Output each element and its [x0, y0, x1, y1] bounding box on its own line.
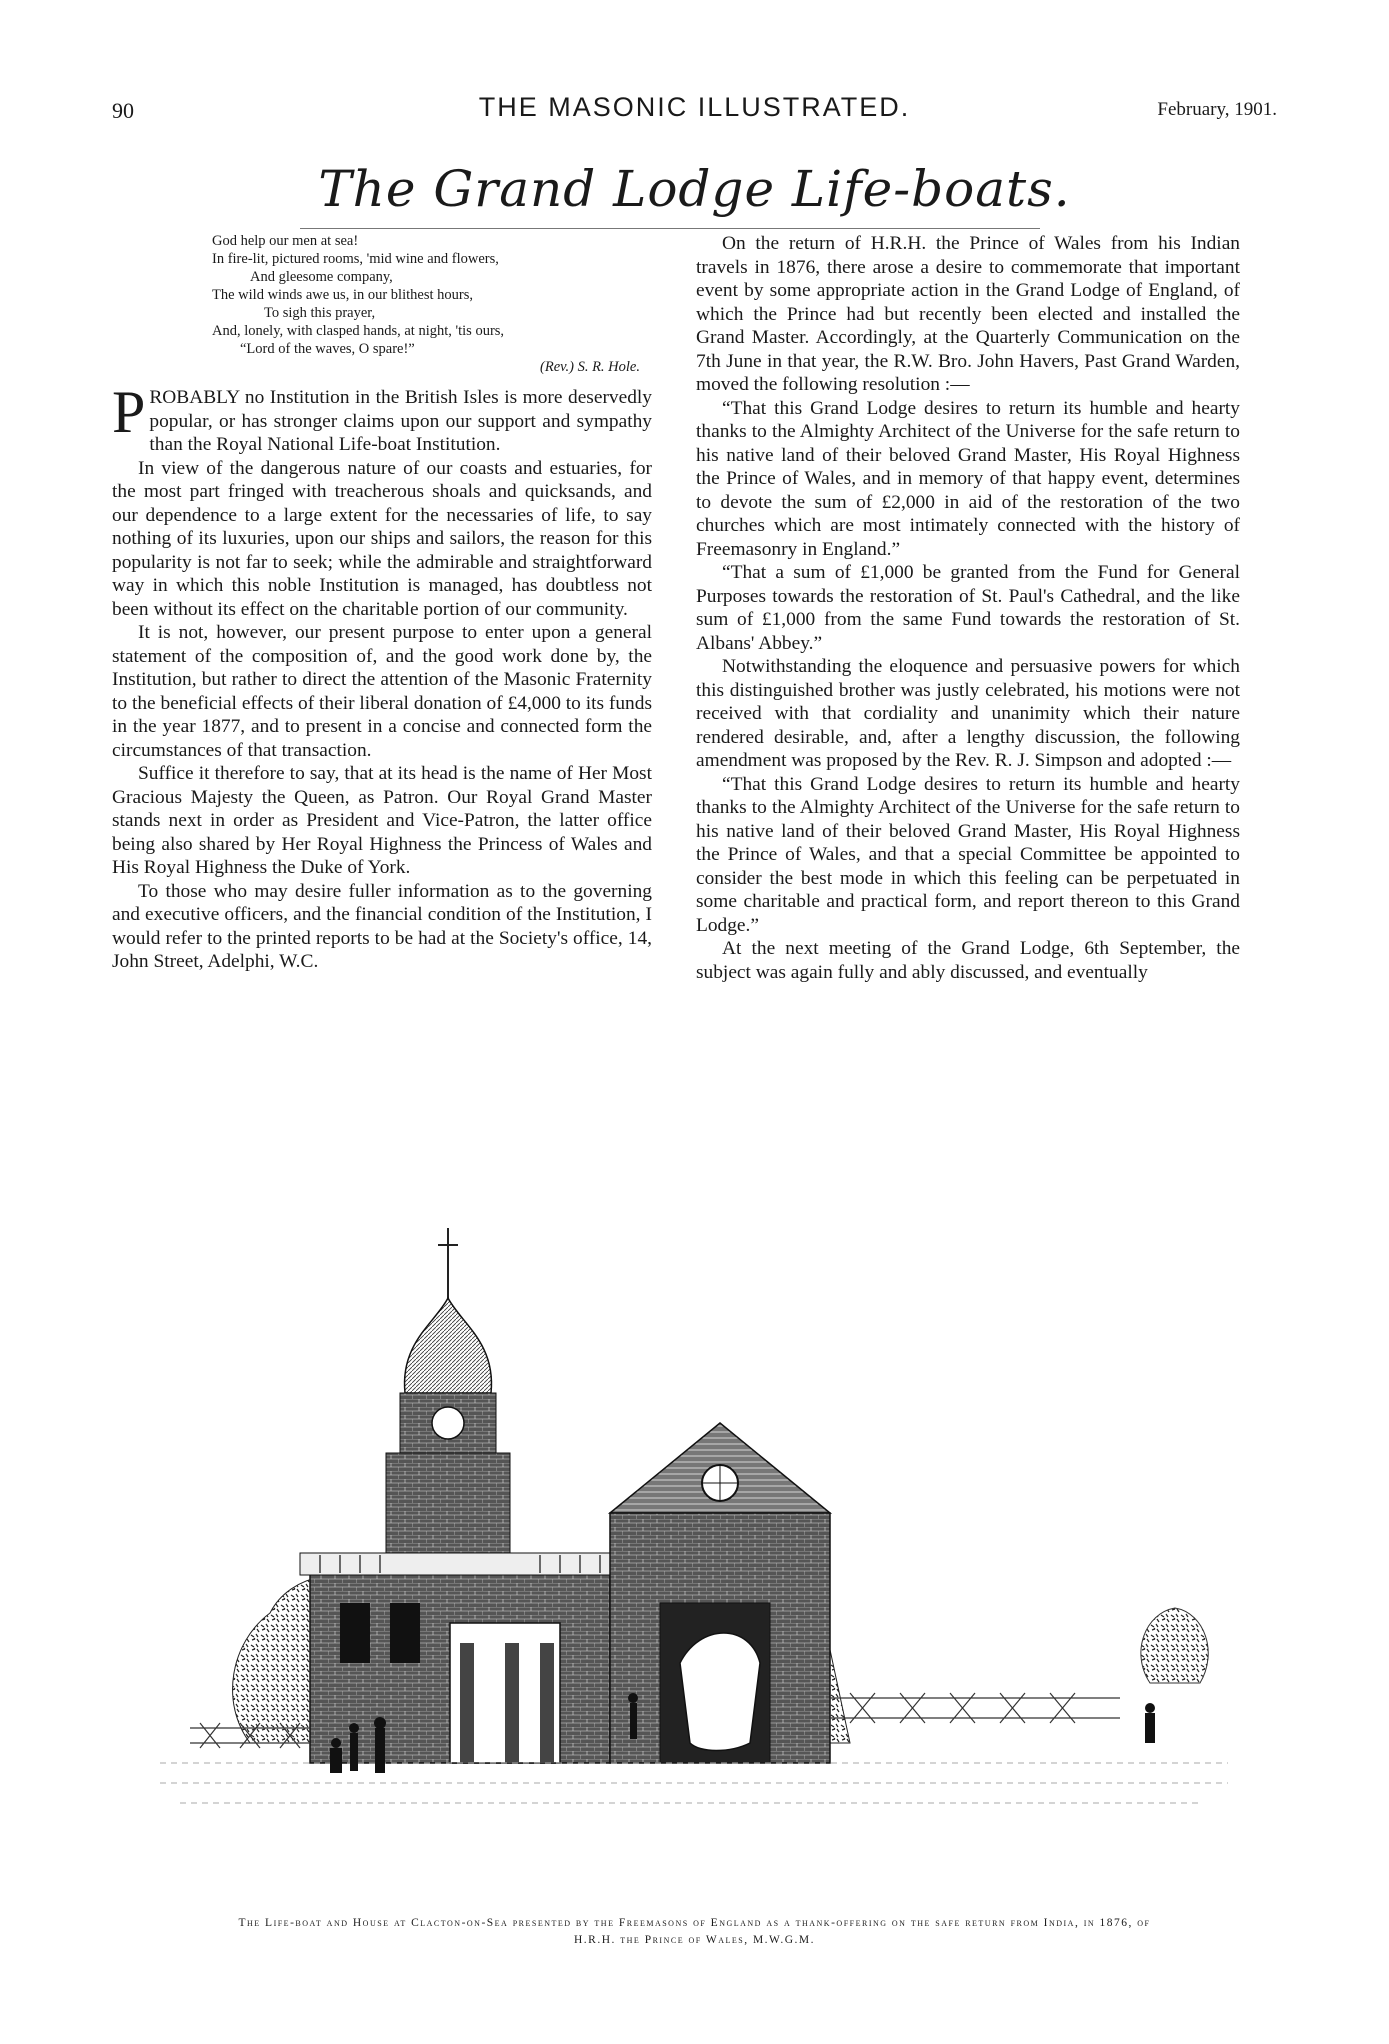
paragraph: To those who may desire fuller information as to the governing and executive officers, and the financial condition of the Institution, I would refer to the printed reports to be had at the Society's office, 14, John Street, Adelphi, W.C.: [112, 880, 652, 972]
poem-line: To sigh this prayer,: [264, 305, 376, 321]
lifeboat-house-engraving: [160, 1183, 1228, 1908]
poem-line: In fire-lit, pictured rooms, 'mid wine and flowers,: [212, 251, 499, 267]
right-fence: [830, 1693, 1120, 1723]
balustrade: [300, 1553, 620, 1575]
tower-body: [386, 1453, 510, 1563]
article-title: The Grand Lodge Life-boats.: [318, 160, 1071, 218]
poem-line: “Lord of the waves, O spare!”: [240, 341, 415, 357]
paragraph: “That this Grand Lodge desires to return its humble and hearty thanks to the Almighty Architect of the Universe for the safe return to his native land of their beloved Grand Master, His Royal Highness the Prince of Wales, and that a special Committee be appointed to consider the best mode in which this feeling can be perpetuated in some charitable and practical form, and report thereon to this Grand Lodge.”: [696, 773, 1240, 936]
drop-cap: P: [112, 379, 146, 445]
paragraph: “That a sum of £1,000 be granted from the Fund for General Purposes towards the restoration of St. Paul's Cathedral, and the like sum of £1,000 from the same Fund towards the restoration of St. Albans' Abbey.”: [696, 562, 1240, 654]
paragraph-text: ROBABLY no Institution in the British Isles is more deservedly popular, or has stronger claims upon our support and sympathy than the Royal National Life-boat Institution.: [149, 387, 652, 455]
left-column: [112, 232, 652, 974]
tower-dome: [405, 1298, 492, 1393]
paragraph: [112, 379, 652, 457]
epigraph-poem: [112, 232, 652, 376]
paragraph: “That this Grand Lodge desires to return its humble and hearty thanks to the Almighty Architect of the Universe for the safe return to his native land of their beloved Grand Master, His Royal Highness the Prince of Wales, and in memory of that happy event, determines to devote the sum of £2,000 in aid of the restoration of the two churches which are most intimately connected with the history of Freemasonry in England.”: [696, 397, 1240, 560]
paragraph: On the return of H.R.H. the Prince of Wales from his Indian travels in 1876, there arose a desire to commemorate that important event by some appropriate action in the Grand Lodge of England, of which the Prince had but recently been elected and installed the Grand Master. Accordingly, at the Quarterly Communication on the 7th June in that year, the R.W. Bro. John Havers, Past Grand Warden, moved the following resolution :—: [696, 233, 1240, 395]
poem-line: The wild winds awe us, in our blithest hours,: [212, 287, 473, 303]
issue-date: February, 1901.: [1157, 99, 1277, 120]
ground: [160, 1763, 1228, 1803]
caption-line: The Life-boat and House at Clacton-on-Sea presented by the Freemasons of England as a thank-offering on the safe return from India, in 1876, of: [238, 1917, 1151, 1929]
poem-line: And gleesome company,: [250, 269, 393, 285]
lifeboat: [680, 1633, 760, 1751]
paragraph: In view of the dangerous nature of our coasts and estuaries, for the most part fringed with treacherous shoals and quicksands, and our dependence to a large extent for the necessaries of life, to say nothing of its luxuries, upon our ships and sailors, the reason for this popularity is not far to seek; while the admirable and straightforward way in which this noble Institution is managed, has doubtless not been without its effect on the charitable portion of our community.: [112, 457, 652, 620]
poem-line: God help our men at sea!: [212, 233, 359, 249]
running-header: [112, 92, 1277, 132]
poem-line: And, lonely, with clasped hands, at night, 'tis ours,: [212, 323, 505, 339]
far-right-tree: [1141, 1608, 1208, 1683]
paragraph: Notwithstanding the eloquence and persuasive powers for which this distinguished brother was justly celebrated, his motions were not received with that cordiality and unanimity which their nature rendered desirable, and, after a lengthy discussion, the following amendment was proposed by the Rev. R. J. Simpson and adopted :—: [696, 656, 1240, 771]
cross-icon: [438, 1228, 458, 1298]
poem-attribution: (Rev.) S. R. Hole.: [540, 359, 640, 375]
page-number: 90: [112, 98, 134, 123]
clock-face: [432, 1407, 464, 1439]
right-column: [696, 232, 1240, 984]
paragraph: It is not, however, our present purpose to enter upon a general statement of the composition of, and the good work done by, the Institution, but rather to direct the attention of the Masonic Fraternity to the beneficial effects of their liberal donation of £4,000 to its funds in the year 1877, and to present in a concise and connected form the circumstances of that transaction.: [112, 622, 652, 761]
magazine-title: THE MASONIC ILLUSTRATED.: [478, 92, 911, 122]
caption-line: H.R.H. the Prince of Wales, M.W.G.M.: [573, 1934, 816, 1946]
paragraph: Suffice it therefore to say, that at its head is the name of Her Most Gracious Majesty the Queen, as Patron. Our Royal Grand Master stands next in order as President and Vice-Patron, the latter office being also shared by Her Royal Highness the Princess of Wales and His Royal Highness the Duke of York.: [112, 763, 652, 878]
title-rule: [300, 228, 1040, 229]
paragraph: At the next meeting of the Grand Lodge, 6th September, the subject was again fully and ably discussed, and eventually: [696, 938, 1240, 983]
illustration-caption: [140, 1915, 1249, 1949]
